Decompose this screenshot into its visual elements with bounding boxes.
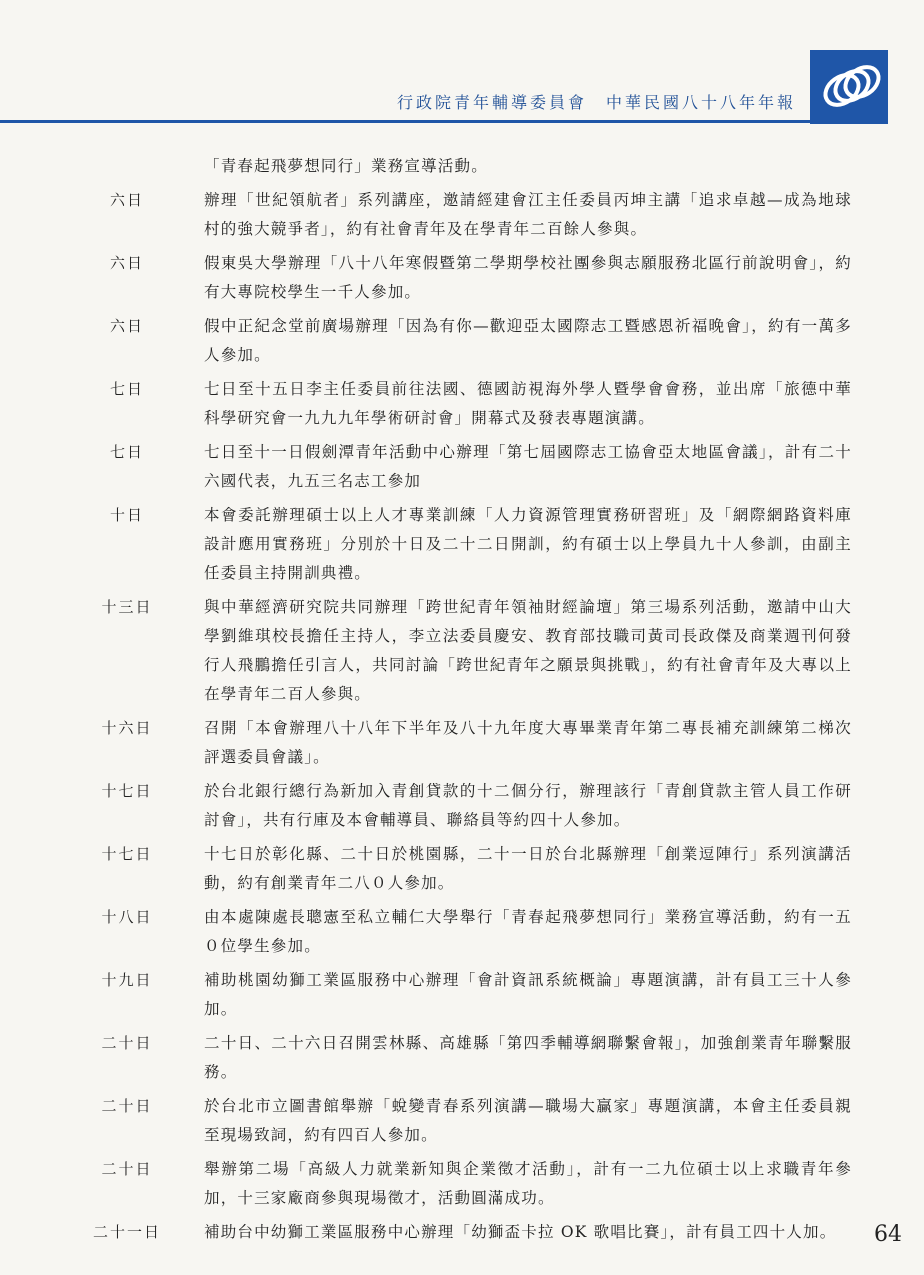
- entry-date: 二十日: [101, 1097, 153, 1115]
- entry-text: 七日至十一日假劍潭青年活動中心辦理「第七屆國際志工協會亞太地區會議」，計有二十六國代表，九五三名志工參加: [204, 443, 852, 490]
- list-item: [0, 375, 924, 433]
- entry-date: 二十日: [101, 1034, 153, 1052]
- list-item: [0, 152, 924, 181]
- header-rule: [0, 120, 810, 123]
- entry-text: 「青春起飛夢想同行」業務宣導活動。: [204, 157, 488, 175]
- entry-text: 辦理「世紀領航者」系列講座，邀請經建會江主任委員丙坤主講「追求卓越—成為地球村的強大競爭者」，約有社會青年及在學青年二百餘人參與。: [204, 191, 852, 238]
- entry-text: 舉辦第二場「高級人力就業新知與企業徵才活動」，計有一二九位碩士以上求職青年參加，十三家廠商參與現場徵才，活動圓滿成功。: [204, 1160, 852, 1207]
- entry-date: 十日: [109, 506, 144, 524]
- list-item: [0, 1155, 924, 1213]
- entry-text: 本會委託辦理碩士以上人才專業訓練「人力資源管理實務研習班」及「網際網路資料庫設計應用實務班」分別於十日及二十二日開訓，約有碩士以上學員九十人參訓，由副主任委員主持開訓典禮。: [204, 506, 852, 582]
- entry-date: 二十一日: [92, 1223, 161, 1241]
- list-item: [0, 966, 924, 1024]
- entry-date: 十七日: [101, 845, 153, 863]
- list-item: [0, 593, 924, 709]
- list-item: [0, 840, 924, 898]
- entry-date: 十八日: [101, 908, 153, 926]
- entry-text: 補助桃園幼獅工業區服務中心辦理「會計資訊系統概論」專題演講，計有員工三十人參加。: [204, 971, 852, 1018]
- page-number: 64: [874, 1222, 902, 1247]
- list-item: [0, 777, 924, 835]
- entry-date: 十七日: [101, 782, 153, 800]
- list-item: [0, 438, 924, 496]
- entry-text: 與中華經濟研究院共同辦理「跨世紀青年領袖財經論壇」第三場系列活動，邀請中山大學劉維琪校長擔任主持人，李立法委員慶安、教育部技職司黃司長政傑及商業週刊何發行人飛鵬擔任引言人，共同討論「跨世紀青年之願景與挑戰」，約有社會青年及大專以上在學青年二百人參與。: [204, 598, 852, 703]
- entry-text: 於台北市立圖書館舉辦「蛻變青春系列演講—職場大贏家」專題演講，本會主任委員親至現場致詞，約有四百人參加。: [204, 1097, 852, 1144]
- entry-text: 假東吳大學辦理「八十八年寒假暨第二學期學校社團參與志願服務北區行前說明會」，約有大專院校學生一千人參加。: [204, 254, 852, 301]
- list-item: [0, 1218, 924, 1247]
- entry-date: 六日: [109, 191, 144, 209]
- entry-date: 六日: [109, 254, 144, 272]
- entry-date: 十三日: [101, 598, 153, 616]
- entry-text: 假中正紀念堂前廣場辦理「因為有你—歡迎亞太國際志工暨感恩祈福晚會」，約有一萬多人參加。: [204, 317, 852, 364]
- logo: [810, 50, 888, 124]
- list-item: [0, 249, 924, 307]
- entry-date: 十九日: [101, 971, 153, 989]
- entry-text: 十七日於彰化縣、二十日於桃園縣，二十一日於台北縣辦理「創業逗陣行」系列演講活動，約有創業青年二八０人參加。: [204, 845, 852, 892]
- entry-date: 七日: [109, 380, 144, 398]
- list-item: [0, 501, 924, 588]
- entry-date: 十六日: [101, 719, 153, 737]
- list-item: [0, 714, 924, 772]
- list-item: [0, 312, 924, 370]
- rings-logo-icon: [810, 50, 888, 124]
- list-item: [0, 1029, 924, 1087]
- list-item: [0, 903, 924, 961]
- chronicle-list: [0, 152, 924, 1252]
- entry-date: 二十日: [101, 1160, 153, 1178]
- list-item: [0, 186, 924, 244]
- entry-text: 召開「本會辦理八十八年下半年及八十九年度大專畢業青年第二專長補充訓練第二梯次評選委員會議」。: [204, 719, 852, 766]
- entry-text: 補助台中幼獅工業區服務中心辦理「幼獅盃卡拉 OK 歌唱比賽」，計有員工四十人加。: [204, 1223, 837, 1241]
- entry-date: 七日: [109, 443, 144, 461]
- list-item: [0, 1092, 924, 1150]
- entry-text: 二十日、二十六日召開雲林縣、高雄縣「第四季輔導網聯繫會報」，加強創業青年聯繫服務。: [204, 1034, 852, 1081]
- entry-text: 由本處陳處長聰憲至私立輔仁大學舉行「青春起飛夢想同行」業務宣導活動，約有一五０位學生參加。: [204, 908, 852, 955]
- entry-text: 於台北銀行總行為新加入青創貸款的十二個分行，辦理該行「青創貸款主管人員工作研討會」，共有行庫及本會輔導員、聯絡員等約四十人參加。: [204, 782, 852, 829]
- header-title: 行政院青年輔導委員會 中華民國八十八年年報: [396, 93, 796, 112]
- entry-date: 六日: [109, 317, 144, 335]
- entry-text: 七日至十五日李主任委員前往法國、德國訪視海外學人暨學會會務，並出席「旅德中華科學研究會一九九九年學術研討會」開幕式及發表專題演講。: [204, 380, 852, 427]
